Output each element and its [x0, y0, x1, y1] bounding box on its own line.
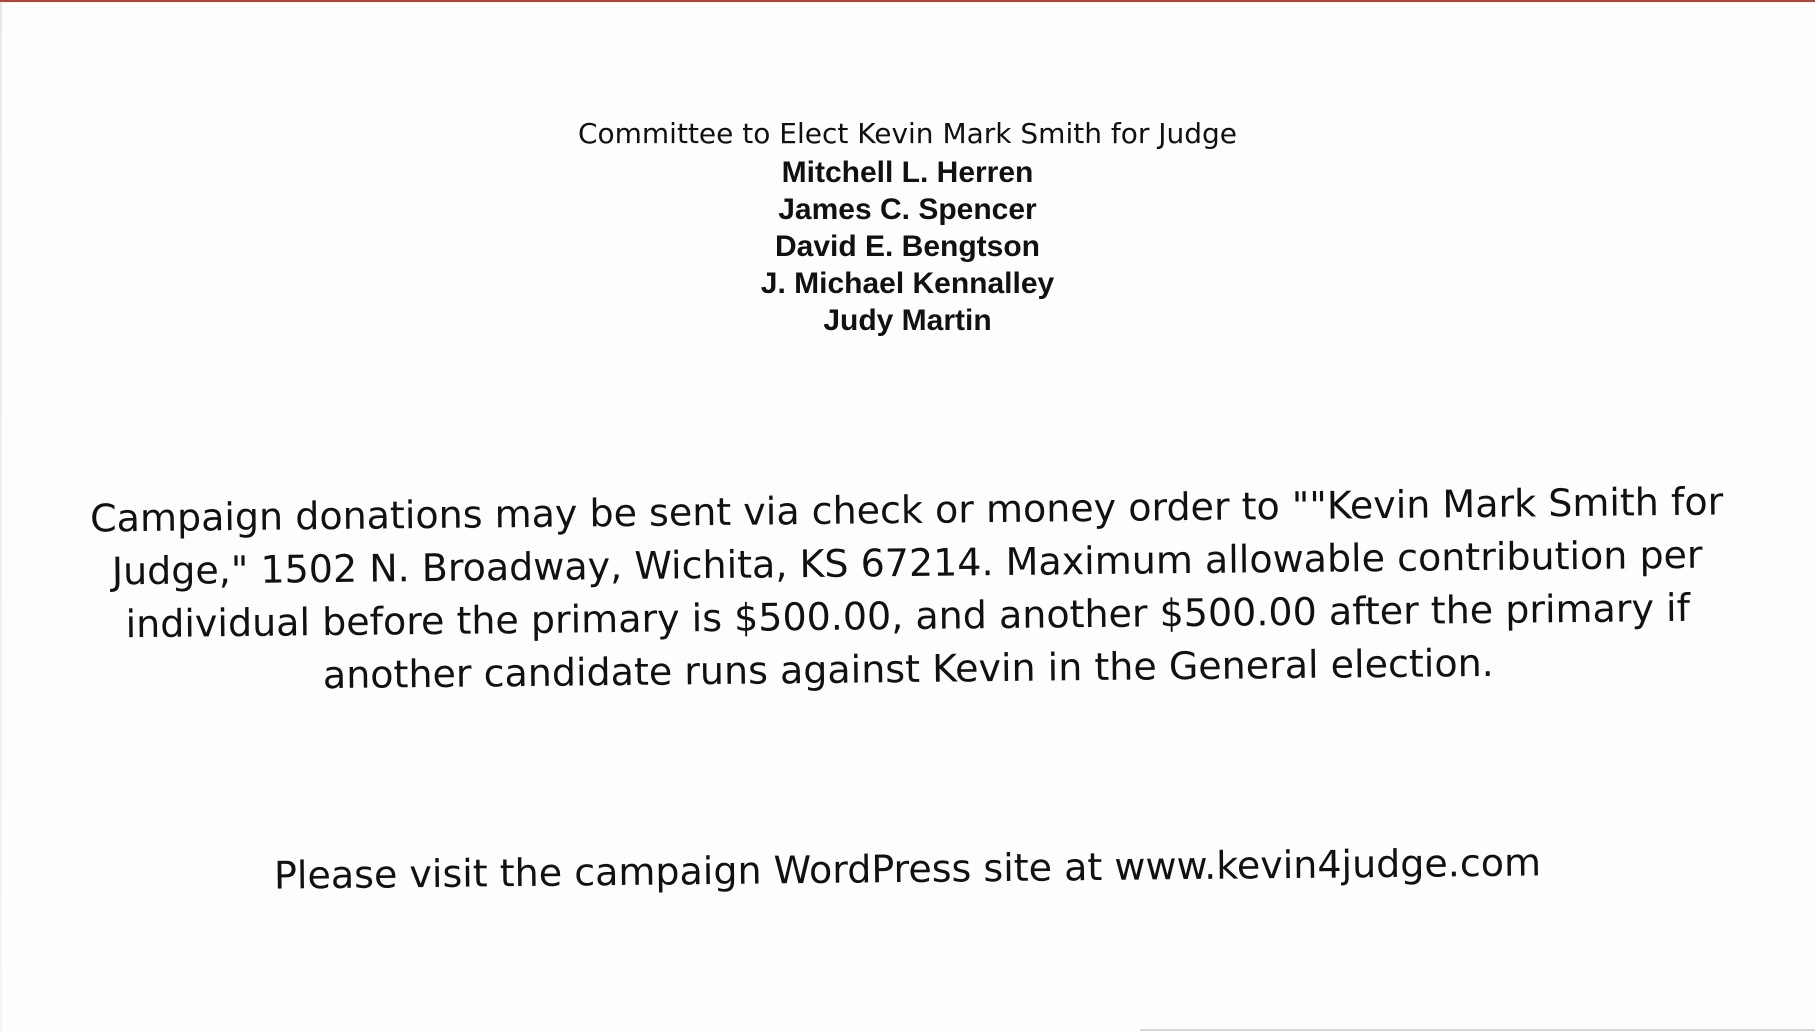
committee-member: Mitchell L. Herren	[781, 156, 1034, 189]
committee-member: James C. Spencer	[778, 193, 1037, 226]
website-notice: Please visit the campaign WordPress site at www.kevin4judge.com	[273, 840, 1542, 898]
committee-member: J. Michael Kennalley	[760, 267, 1055, 300]
committee-members-list	[0, 154, 1815, 339]
committee-title: Committee to Elect Kevin Mark Smith for Judge	[577, 117, 1238, 150]
committee-member: Judy Martin	[823, 304, 992, 337]
committee-block	[0, 114, 1815, 339]
donation-notice: Campaign donations may be sent via check or money order to ""Kevin Mark Smith for Judge," 1502 N. Broadway, Wichita, KS 67214. Maximum allowable contribution per individual before the primary is $500.00, and another $500.00 after the primary if another candidate runs against Kevin in the General election.	[89, 479, 1724, 698]
committee-member: David E. Bengtson	[774, 230, 1041, 263]
